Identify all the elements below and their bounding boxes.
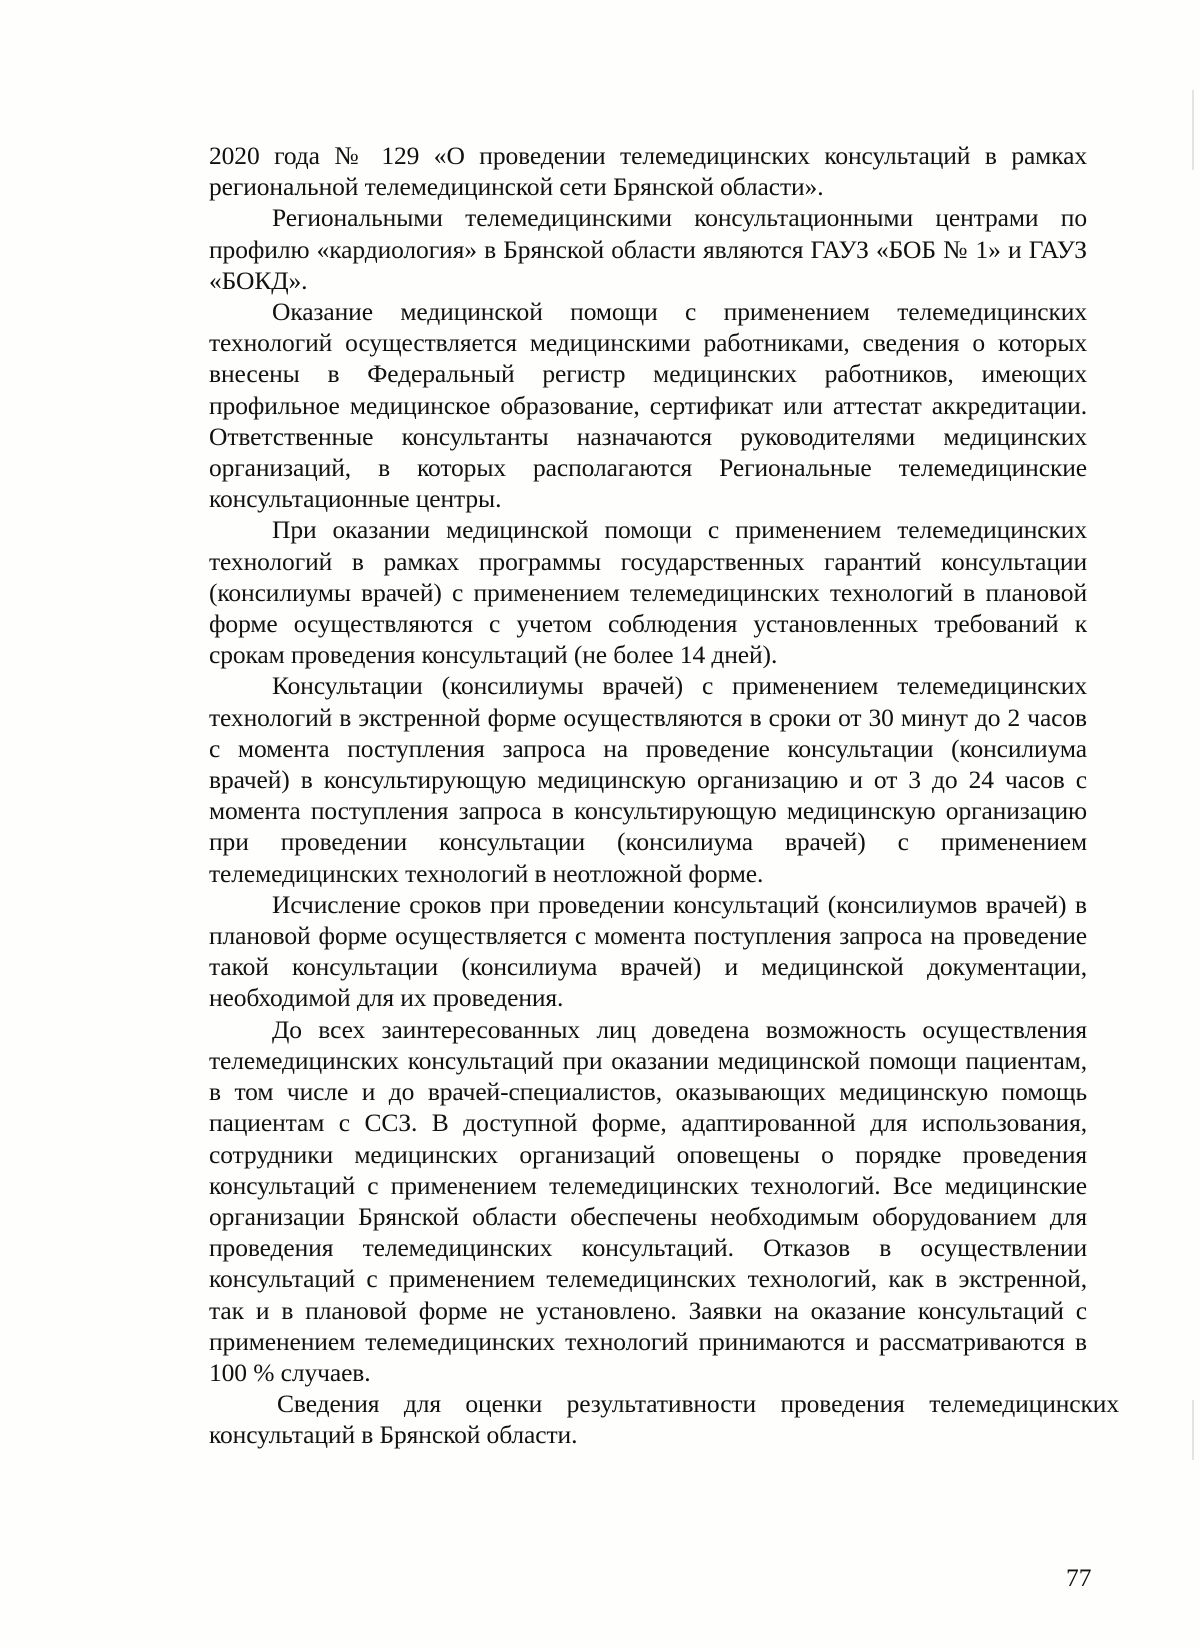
page-number: 77 — [1066, 1563, 1092, 1592]
paragraph-term-calculation: Исчисление сроков при проведении консультаций (консилиумов врачей) в плановой форме осуществляется с момента поступления запроса на проведение такой консультации (консилиума врачей) и медицинской документации, необходимой для их проведения. — [209, 889, 1087, 1013]
paragraph-planned-consultations: При оказании медицинской помощи с применением телемедицинских технологий в рамках программы государственных гарантий консультации (консилиумы врачей) с применением телемедицинских технологий в плановой форме осуществляются с учетом соблюдения установленных требований к срокам проведения консультаций (не более 14 дней). — [209, 515, 1087, 670]
scan-edge-mark — [1192, 1400, 1194, 1460]
paragraph-order-reference: 2020 года № 129 «О проведении телемедицинских консультаций в рамках региональной телемедицинской сети Брянской области». — [209, 141, 1087, 202]
scan-edge-mark — [1192, 90, 1194, 170]
paragraph-availability: До всех заинтересованных лиц доведена возможность осуществления телемедицинских консультаций при оказании медицинской помощи пациентам, в том числе и до врачей-специалистов, оказывающих медицинскую помощь пациентам с ССЗ. В доступной форме, адаптированной для использования, сотрудники медицинских организаций оповещены о порядке проведения консультаций с применением телемедицинских технологий. Все медицинские организации Брянской области обеспечены необходимым оборудованием для проведения телемедицинских консультаций. Отказов в осуществлении консультаций с применением телемедицинских технологий, как в экстренной, так и в плановой форме не установлено. Заявки на оказание консультаций с применением телемедицинских технологий принимаются и рассматриваются в 100 % случаев. — [209, 1014, 1087, 1387]
paragraph-medical-staff: Оказание медицинской помощи с применением телемедицинских технологий осуществляется медицинскими работниками, сведения о которых внесены в Федеральный регистр медицинских работников, имеющих профильное медицинское образование, сертификат или аттестат аккредитации. Ответственные консультанты назначаются руководителями медицинских организаций, в которых располагаются Региональные телемедицинские консультационные центры. — [209, 297, 1087, 514]
paragraph-emergency-consultations: Консультации (консилиумы врачей) с применением телемедицинских технологий в экстренной форме осуществляются в сроки от 30 минут до 2 часов с момента поступления запроса на проведение консультации (консилиума врачей) в консультирующую медицинскую организацию и от 3 до 24 часов с момента поступления запроса в консультирующую медицинскую организацию при проведении консультации (консилиума врачей) с применением телемедицинских технологий в неотложной форме. — [209, 671, 1087, 888]
paragraph-effectiveness-heading: Сведения для оценки результативности проведения телемедицинских консультаций в Брянской области. — [209, 1389, 1119, 1450]
paragraph-regional-centers: Региональными телемедицинскими консультационными центрами по профилю «кардиология» в Брянской области являются ГАУЗ «БОБ № 1» и ГАУЗ «БОКД». — [209, 203, 1087, 295]
document-body — [209, 140, 1119, 1451]
